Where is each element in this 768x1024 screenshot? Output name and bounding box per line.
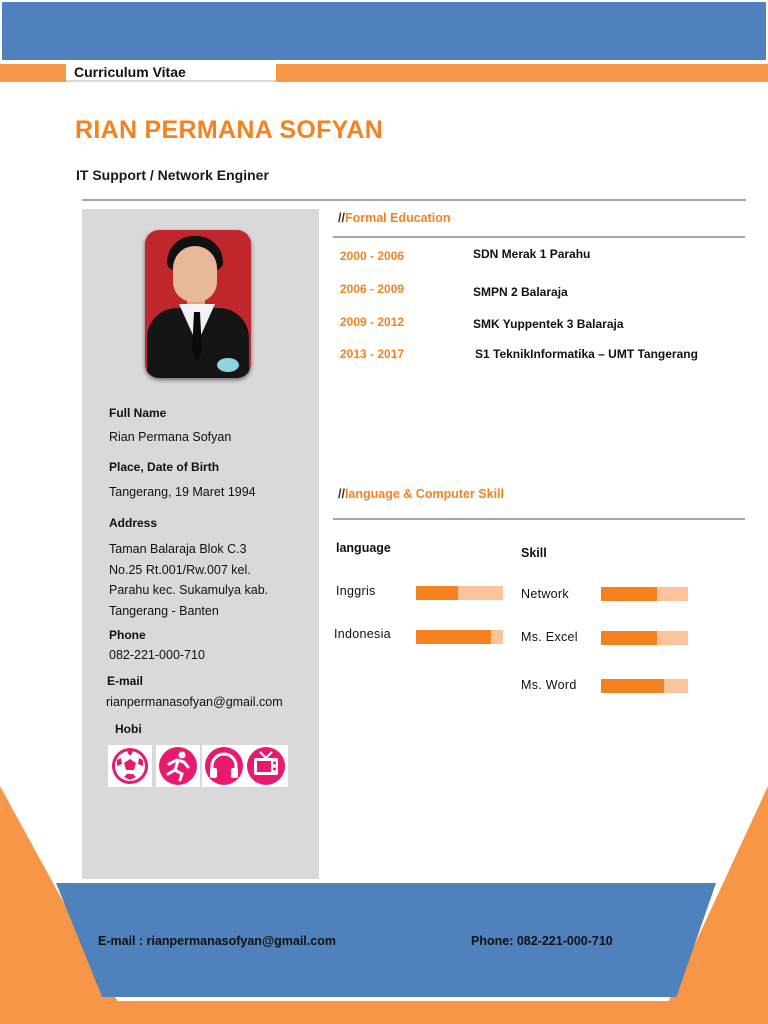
language-level-fill: [416, 630, 491, 644]
footer-email: E-mail : rianpermanasofyan@gmail.com: [98, 934, 336, 948]
computer-skill-name: Ms. Word: [521, 678, 577, 692]
computer-skill-fill: [601, 587, 657, 601]
language-heading: language: [336, 541, 391, 555]
footer-phone: Phone: 082-221-000-710: [471, 934, 613, 948]
address-line-1: Taman Balaraja Blok C.3: [109, 542, 247, 556]
education-title-text: Formal Education: [344, 211, 451, 225]
candidate-role: IT Support / Network Enginer: [76, 167, 269, 183]
computer-skill-bar: [601, 587, 688, 601]
address-label: Address: [109, 516, 158, 530]
computer-skill-name: Network: [521, 587, 569, 601]
education-title-slashes: //: [338, 211, 345, 225]
computer-skill-heading: Skill: [521, 546, 547, 560]
education-school: SDN Merak 1 Parahu: [473, 247, 591, 261]
language-name: Inggris: [336, 584, 376, 598]
headphones-icon: [202, 745, 246, 787]
header-orange-strip-right: [276, 64, 768, 82]
phone-label: Phone: [109, 628, 146, 642]
computer-skill-fill: [601, 631, 657, 645]
education-years: 2000 - 2006: [340, 249, 405, 263]
skills-title-slashes: //: [338, 487, 345, 501]
header-orange-strip-left: [0, 64, 66, 82]
email-label: E-mail: [107, 674, 144, 688]
cv-label: Curriculum Vitae: [74, 64, 186, 80]
language-level-bar: [416, 630, 503, 644]
email-value: rianpermanasofyan@gmail.com: [106, 695, 283, 709]
computer-skill-bar: [601, 679, 688, 693]
education-years: 2009 - 2012: [340, 315, 405, 329]
computer-skill-bar: [601, 631, 688, 645]
header-divider: [82, 199, 746, 201]
education-section-title: [338, 211, 451, 225]
education-years: 2013 - 2017: [340, 347, 405, 361]
education-school: SMPN 2 Balaraja: [473, 285, 568, 299]
education-school: SMK Yuppentek 3 Balaraja: [473, 317, 624, 331]
skills-section-title: [338, 487, 504, 501]
language-level-fill: [416, 586, 458, 600]
birth-label: Place, Date of Birth: [109, 460, 220, 474]
phone-value: 082-221-000-710: [109, 648, 205, 662]
soccer-ball-icon: [108, 745, 152, 787]
address-line-2: No.25 Rt.001/Rw.007 kel.: [109, 563, 251, 577]
language-name: Indonesia: [334, 627, 391, 641]
candidate-name: RIAN PERMANA SOFYAN: [75, 116, 384, 144]
address-line-4: Tangerang - Banten: [109, 604, 219, 618]
computer-skill-name: Ms. Excel: [521, 630, 578, 644]
hobby-label: Hobi: [115, 722, 142, 736]
footer-orange-strip: [0, 1001, 768, 1024]
education-school: S1 TeknikInformatika – UMT Tangerang: [475, 347, 698, 361]
full-name-label: Full Name: [109, 406, 167, 420]
full-name-value: Rian Permana Sofyan: [109, 430, 232, 444]
birth-value: Tangerang, 19 Maret 1994: [109, 485, 256, 499]
education-years: 2006 - 2009: [340, 282, 405, 296]
computer-skill-fill: [601, 679, 664, 693]
education-divider: [333, 236, 745, 238]
profile-photo: [145, 230, 251, 378]
tv-icon: [244, 745, 288, 787]
skills-divider: [333, 518, 745, 520]
running-icon: [156, 745, 200, 787]
address-line-3: Parahu kec. Sukamulya kab.: [109, 583, 269, 597]
skills-title-text: language & Computer Skill: [344, 487, 505, 501]
language-level-bar: [416, 586, 503, 600]
header-blue-bar: [2, 2, 766, 60]
